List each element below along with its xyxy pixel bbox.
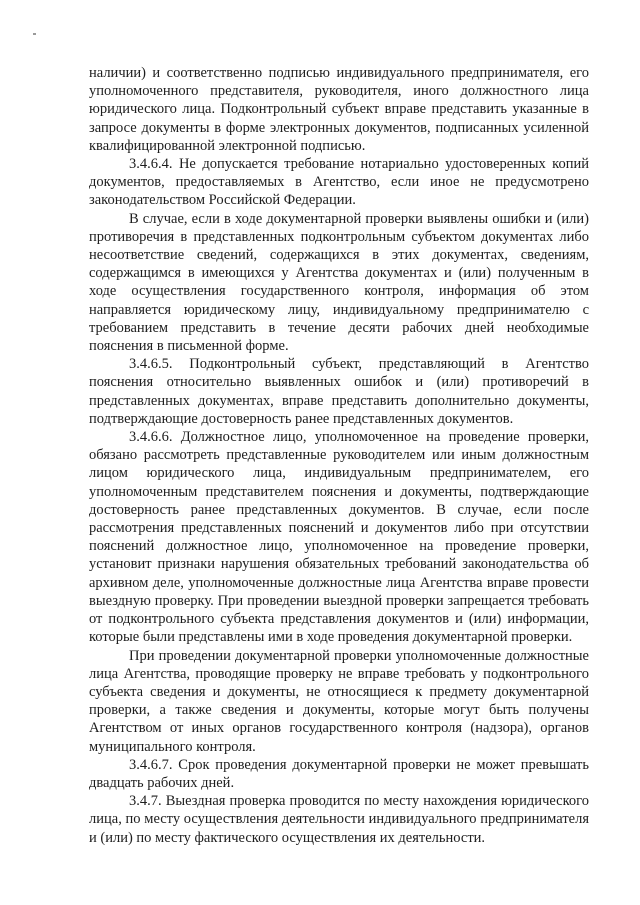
paragraph-3-4-6-6: 3.4.6.6. Должностное лицо, уполномоченное на проведение проверки, обязано рассмотреть представленные руководителем или иным должностным лицом юридического лица, индивидуальным предпринимателем, его уполномоченным представителем пояснения и документы, подтверждающие достоверность ранее представленных документов. В случае, если после рассмотрения представленных пояснений и документов либо при отсутствии пояснений должностное лицо, уполномоченное на проведение проверки, установит признаки нарушения обязательных требований законодательства об архивном деле, уполномоченные должностные лица Агентства вправе провести выездную проверку. При проведении выездной проверки запрещается требовать от подконтрольного субъекта представления документов и (или) информации, которые были представлены ими в ходе проведения документарной проверки. bbox=[89, 429, 589, 646]
paragraph-continuation: наличии) и соответственно подписью индивидуального предпринимателя, его уполномоченного представителя, руководителя, иного должностного лица юридического лица. Подконтрольный субъект вправе представить указанные в запросе документы в форме электронных документов, подписанных усиленной квалифицированной электронной подписью. bbox=[89, 65, 589, 154]
paragraph-3-4-6-7: 3.4.6.7. Срок проведения документарной проверки не может превышать двадцать рабочих дней. bbox=[89, 756, 589, 791]
paragraph-prohibited-requests: При проведении документарной проверки уполномоченные должностные лица Агентства, проводящие проверку не вправе требовать у подконтрольного субъекта сведения и документы, не относящиеся к предмету документарной проверки, а также сведения и документы, которые могут быть получены Агентством от иных органов государственного контроля (надзора), органов муниципального контроля. bbox=[89, 647, 589, 755]
paragraph-errors-contradictions: В случае, если в ходе документарной проверки выявлены ошибки и (или) противоречия в представленных подконтрольным субъектом документах либо несоответствие сведений, содержащихся в этих документах, сведениям, содержащимся в имеющихся у Агентства документах и (или) полученным в ходе осуществления государственного контроля, информация об этом направляется юридическому лицу, индивидуальному предпринимателю с требованием представить в течение десяти рабочих дней необходимые пояснения в письменной форме. bbox=[89, 210, 589, 355]
paragraph-3-4-6-5: 3.4.6.5. Подконтрольный субъект, представляющий в Агентство пояснения относительно выявленных ошибок и (или) противоречий в представленных документах, вправе представить дополнительно документы, подтверждающие достоверность ранее представленных документов. bbox=[89, 356, 589, 427]
scan-speck bbox=[33, 33, 36, 35]
paragraph-3-4-7: 3.4.7. Выездная проверка проводится по месту нахождения юридического лица, по месту осуществления деятельности индивидуального предпринимателя и (или) по месту фактического осуществления их деятельности. bbox=[89, 793, 589, 846]
paragraph-3-4-6-4: 3.4.6.4. Не допускается требование нотариально удостоверенных копий документов, предоставляемых в Агентство, если иное не предусмотрено законодательством Российской Федерации. bbox=[89, 156, 589, 209]
document-body bbox=[89, 64, 589, 847]
